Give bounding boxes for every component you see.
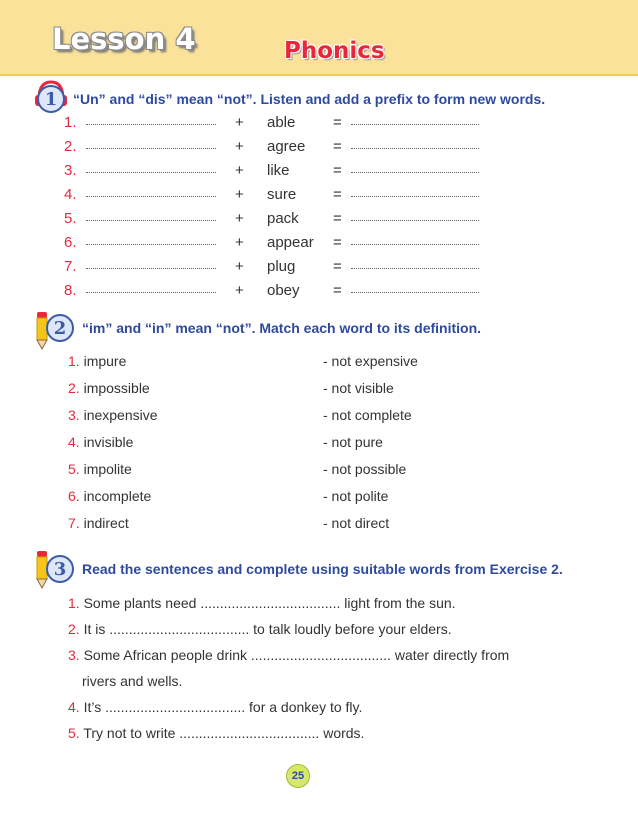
plus-sign: + (235, 186, 244, 203)
prefix-blank[interactable] (86, 220, 216, 221)
ex3-header (46, 555, 563, 583)
ex3-sentence (82, 673, 182, 689)
lesson-title: Lesson 4 (52, 22, 196, 56)
ex2-item-number: 6. (68, 488, 80, 504)
fill-blank[interactable]: .................................... (105, 699, 246, 715)
ex1-base-word: appear (267, 234, 314, 251)
sentence-start: It’s (83, 699, 102, 715)
ex1-item-number: 8. (64, 282, 77, 299)
ex2-word-item[interactable] (68, 515, 129, 531)
ex3-sentence (68, 595, 456, 611)
ex3-instruction: Read the sentences and complete using suitable words from Exercise 2. (82, 561, 563, 577)
ex2-word: inexpensive (83, 407, 158, 423)
ex1-item-number: 7. (64, 258, 77, 275)
fill-blank[interactable]: .................................... (250, 647, 391, 663)
ex2-definition[interactable]: - not possible (323, 461, 407, 477)
sentence-start: Try not to write (83, 725, 176, 741)
prefix-blank[interactable] (86, 292, 216, 293)
sentence-end: for a donkey to fly. (249, 699, 363, 715)
ex2-definition[interactable]: - not pure (323, 434, 383, 450)
fill-blank[interactable]: .................................... (109, 621, 250, 637)
answer-blank[interactable] (351, 124, 479, 125)
ex2-word-item[interactable] (68, 488, 151, 504)
ex2-item-number: 4. (68, 434, 80, 450)
sentence-start: rivers and wells. (82, 673, 183, 689)
plus-sign: + (235, 210, 244, 227)
ex3-item-number: 4. (68, 699, 80, 715)
ex3-sentence (68, 647, 509, 663)
ex2-instruction: “im” and “in” mean “not”. Match each word to its definition. (82, 320, 482, 336)
fill-blank[interactable]: .................................... (200, 595, 341, 611)
plus-sign: + (235, 234, 244, 251)
prefix-blank[interactable] (86, 196, 216, 197)
ex2-word: invisible (83, 434, 134, 450)
ex2-definition[interactable]: - not visible (323, 380, 394, 396)
equals-sign: = (333, 114, 342, 131)
sentence-start: Some African people drink (83, 647, 248, 663)
ex1-base-word: pack (267, 210, 299, 227)
ex2-word: impolite (83, 461, 132, 477)
page-number: 25 (286, 764, 310, 788)
ex3-item-number: 2. (68, 621, 80, 637)
ex2-definition[interactable]: - not expensive (323, 353, 418, 369)
equals-sign: = (333, 186, 342, 203)
prefix-blank[interactable] (86, 124, 216, 125)
answer-blank[interactable] (351, 148, 479, 149)
ex3-sentence (68, 621, 452, 637)
equals-sign: = (333, 282, 342, 299)
plus-sign: + (235, 114, 244, 131)
sentence-end: water directly from (394, 647, 510, 663)
sentence-end: words. (323, 725, 365, 741)
ex1-base-word: agree (267, 138, 306, 155)
ex3-item-number: 5. (68, 725, 80, 741)
answer-blank[interactable] (351, 196, 479, 197)
ex1-item-number: 4. (64, 186, 77, 203)
answer-blank[interactable] (351, 244, 479, 245)
ex2-number: 2 (46, 314, 74, 342)
answer-blank[interactable] (351, 220, 479, 221)
prefix-blank[interactable] (86, 244, 216, 245)
ex2-item-number: 7. (68, 515, 80, 531)
prefix-blank[interactable] (86, 172, 216, 173)
answer-blank[interactable] (351, 292, 479, 293)
ex1-base-word: like (267, 162, 290, 179)
ex3-sentence (68, 699, 362, 715)
plus-sign: + (235, 162, 244, 179)
page-header (0, 0, 638, 76)
ex2-word-item[interactable] (68, 461, 132, 477)
ex1-item-number: 3. (64, 162, 77, 179)
prefix-blank[interactable] (86, 148, 216, 149)
ex1-number: 1 (37, 85, 65, 113)
equals-sign: = (333, 210, 342, 227)
ex2-definition[interactable]: - not complete (323, 407, 412, 423)
ex3-sentence (68, 725, 364, 741)
sentence-start: Some plants need (83, 595, 197, 611)
plus-sign: + (235, 138, 244, 155)
topic-title: Phonics (284, 38, 385, 64)
ex2-header (46, 314, 481, 342)
ex1-base-word: sure (267, 186, 297, 203)
ex1-item-number: 2. (64, 138, 77, 155)
answer-blank[interactable] (351, 268, 479, 269)
ex2-item-number: 3. (68, 407, 80, 423)
plus-sign: + (235, 258, 244, 275)
ex2-word-item[interactable] (68, 380, 150, 396)
ex2-item-number: 2. (68, 380, 80, 396)
ex3-item-number: 3. (68, 647, 80, 663)
ex3-number: 3 (46, 555, 74, 583)
equals-sign: = (333, 138, 342, 155)
ex2-word-item[interactable] (68, 353, 126, 369)
ex2-word-item[interactable] (68, 407, 158, 423)
ex3-item-number: 1. (68, 595, 80, 611)
fill-blank[interactable]: .................................... (179, 725, 320, 741)
ex1-item-number: 5. (64, 210, 77, 227)
ex2-definition[interactable]: - not polite (323, 488, 389, 504)
ex2-word: indirect (83, 515, 129, 531)
sentence-end: light from the sun. (344, 595, 456, 611)
prefix-blank[interactable] (86, 268, 216, 269)
ex2-item-number: 5. (68, 461, 80, 477)
ex2-word: impossible (83, 380, 150, 396)
ex2-word: impure (83, 353, 127, 369)
sentence-end: to talk loudly before your elders. (253, 621, 452, 637)
equals-sign: = (333, 258, 342, 275)
ex1-base-word: obey (267, 282, 300, 299)
sentence-start: It is (83, 621, 106, 637)
ex2-word-item[interactable] (68, 434, 133, 450)
ex1-base-word: able (267, 114, 296, 131)
equals-sign: = (333, 162, 342, 179)
ex1-item-number: 1. (64, 114, 77, 131)
ex1-item-number: 6. (64, 234, 77, 251)
plus-sign: + (235, 282, 244, 299)
ex1-header (37, 85, 545, 113)
ex1-instruction: “Un” and “dis” mean “not”. Listen and add a prefix to form new words. (73, 91, 546, 107)
ex1-base-word: plug (267, 258, 296, 275)
ex2-item-number: 1. (68, 353, 80, 369)
ex2-word: incomplete (83, 488, 152, 504)
equals-sign: = (333, 234, 342, 251)
answer-blank[interactable] (351, 172, 479, 173)
ex2-definition[interactable]: - not direct (323, 515, 390, 531)
